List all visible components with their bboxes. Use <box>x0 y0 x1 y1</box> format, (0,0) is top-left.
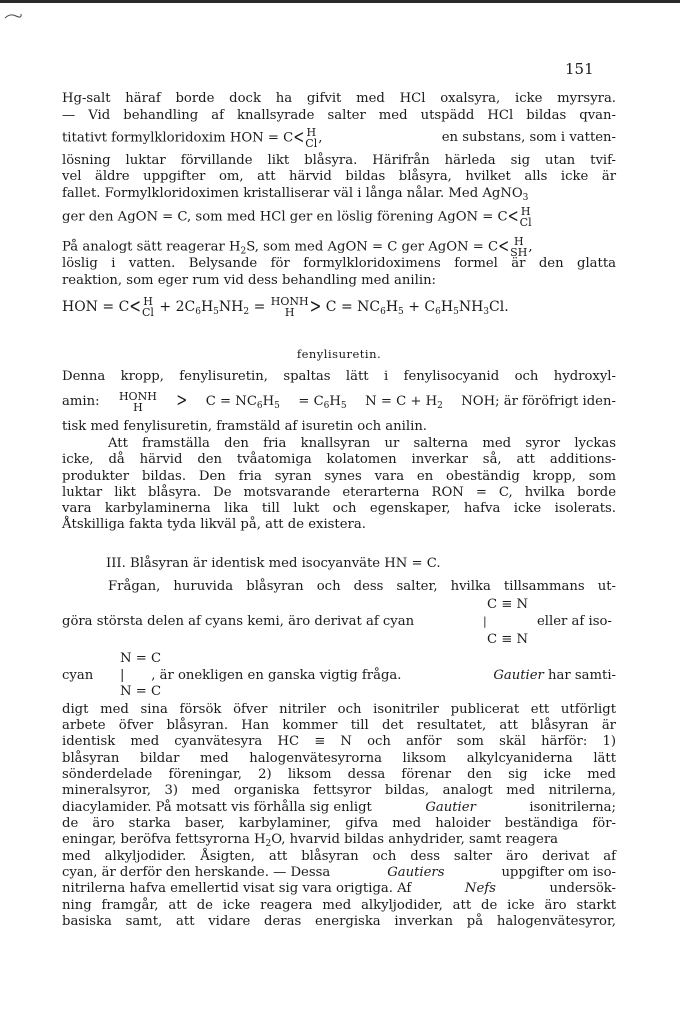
text-line: lösning luktar förvillande likt blåsyra. Härifrån härleda sig utan tvif- <box>62 153 616 168</box>
text-line: eningar, beröfva fettsyrorna $H_2O$, hvarvid bildas anhydrider, samt reagera <box>62 832 558 849</box>
text-line: mineralsyror, 3) med organiska fettsyror bildas, analogt med nitrilerna, <box>62 783 616 798</box>
text-line: nitrilerna hafva emellertid visat sig vara origtiga. Af Nefs undersök- <box>62 881 616 896</box>
fraction: H Cl <box>305 126 318 150</box>
text-line: produkter bildas. Den fria syran synes vara en obeständig kropp, som <box>62 469 616 484</box>
page-number: 151 <box>565 60 594 78</box>
text-line: med alkyljodider. Åsigten, att blåsyran och dess salter äro derivat af <box>62 849 616 864</box>
formula-nc-top: N = C <box>120 651 162 666</box>
text-line: Åtskilliga fakta tyda likväl på, att de existera. <box>62 517 366 532</box>
text-line: digt med sina försök öfver nitriler och isonitriler publicerat ett utförligt <box>62 702 616 717</box>
equation-line: HON = C< H Cl + $2C_6H_5NH_2$ = HONH H > $C = NC_6H_5 + C_6H_5NH_3Cl$. <box>62 295 509 319</box>
text-part: eller af iso- <box>537 614 612 629</box>
corner-mark-icon <box>4 12 22 20</box>
equation-caption: fenylisuretin. <box>296 347 382 361</box>
formula-cn-top: C ≡ N <box>487 597 529 612</box>
formula-nc-bottom: N = C <box>120 684 162 699</box>
text-line: göra största delen af cyans kemi, äro derivat af cyan <box>62 614 415 629</box>
text-line: luktar likt blåsyra. De motsvarande eterarterna RON = C, hvilka borde <box>62 485 616 500</box>
text-line-formula <box>62 126 616 150</box>
text-line: Frågan, huruvida blåsyran och dess salter, hvilka tillsammans ut- <box>108 579 616 594</box>
text-line: Hg-salt häraf borde dock ha gifvit med HCl oxalsyra, icke myrsyra. <box>62 91 616 106</box>
text-line: vara karbylaminerna lika till lukt och egenskaper, hafva icke isolerats. <box>62 501 616 516</box>
text-line: identisk med cyanvätesyra HC ≡ N och anför som skäl härför: 1) <box>62 734 616 749</box>
text-line: basiska samt, att vidare deras energiska inverkan på halogenvätesyror, <box>62 914 616 929</box>
text-line: icke, då härvid den tvåatomiga kolatomen inverkar så, att additions- <box>62 452 616 467</box>
text-line: vel äldre uppgifter om, att härvid bildas blåsyra, hvilket alls icke är <box>62 169 616 184</box>
fraction: H SH <box>510 235 528 259</box>
text-line: tisk med fenylisuretin, framstäld af isuretin och anilin. <box>62 419 428 434</box>
formula-cn-bottom: C ≡ N <box>487 632 529 647</box>
text-line: ning framgår, att de icke reagera med alkyljodider, att de icke äro starkt <box>62 898 616 913</box>
text-line: de äro starka baser, karbylaminer, gifva med haloider beständiga för- <box>62 816 616 831</box>
text-line: Att framställa den fria knallsyran ur salterna med syror lyckas <box>108 436 616 451</box>
text-line: fallet. Formylkloridoximen kristalliserar väl i långa nålar. Med AgNO$_3$ <box>62 186 529 203</box>
formula-part: titativt formylkloridoxim HON = C< H Cl , <box>62 126 323 150</box>
fraction: H Cl <box>519 205 532 229</box>
text-line: diacylamider. På motsatt vis förhålla sig enligt Gautier isonitrilerna; <box>62 800 616 815</box>
fraction: HONH H <box>118 390 157 414</box>
text-line: blåsyran bildar med halogenvätesyrorna liksom alkylcyaniderna lätt <box>62 751 616 766</box>
top-border-line <box>0 0 680 3</box>
text-line: Denna kropp, fenylisuretin, spaltas lätt i fenylisocyanid och hydroxyl- <box>62 369 616 384</box>
text-line: cyan, är derför den herskande. — Dessa Gautiers uppgifter om iso- <box>62 865 616 880</box>
fraction: H Cl <box>142 295 154 319</box>
text-line: sönderdelade föreningar, 2) liksom dessa förenar den sig icke med <box>62 767 616 782</box>
text-line: cyan | , är onekligen en ganska vigtig fråga. Gautier har samti- <box>62 668 616 683</box>
text-line-formula: På analogt sätt reagerar $H_2S$, som med AgON = C ger AgON = C< H SH , <box>62 235 533 259</box>
equation-line: amin: HONH H > $C = NC_6H_5$ = $C_6H_5$ $N = C + H_2$ NOH; är föröfrigt iden- <box>62 390 616 414</box>
text-line: arbete öfver blåsyran. Han kommer till det resultatet, att blåsyran är <box>62 718 616 733</box>
text-line: löslig i vatten. Belysande för formylkloridoximens formel är den glatta <box>62 256 616 271</box>
section-heading: III. Blåsyran är identisk med isocyanväte HN = C. <box>106 556 441 571</box>
text-line-formula: ger den AgON = C, som med HCl ger en löslig förening AgON = C< H Cl <box>62 205 532 229</box>
fraction: HONH H <box>270 295 309 319</box>
text-part: en substans, som i vatten- <box>441 130 616 145</box>
text-line: — Vid behandling af knallsyrade salter med utspädd HCl bildas qvan- <box>62 108 616 123</box>
text-line: reaktion, som eger rum vid dess behandling med anilin: <box>62 273 437 288</box>
